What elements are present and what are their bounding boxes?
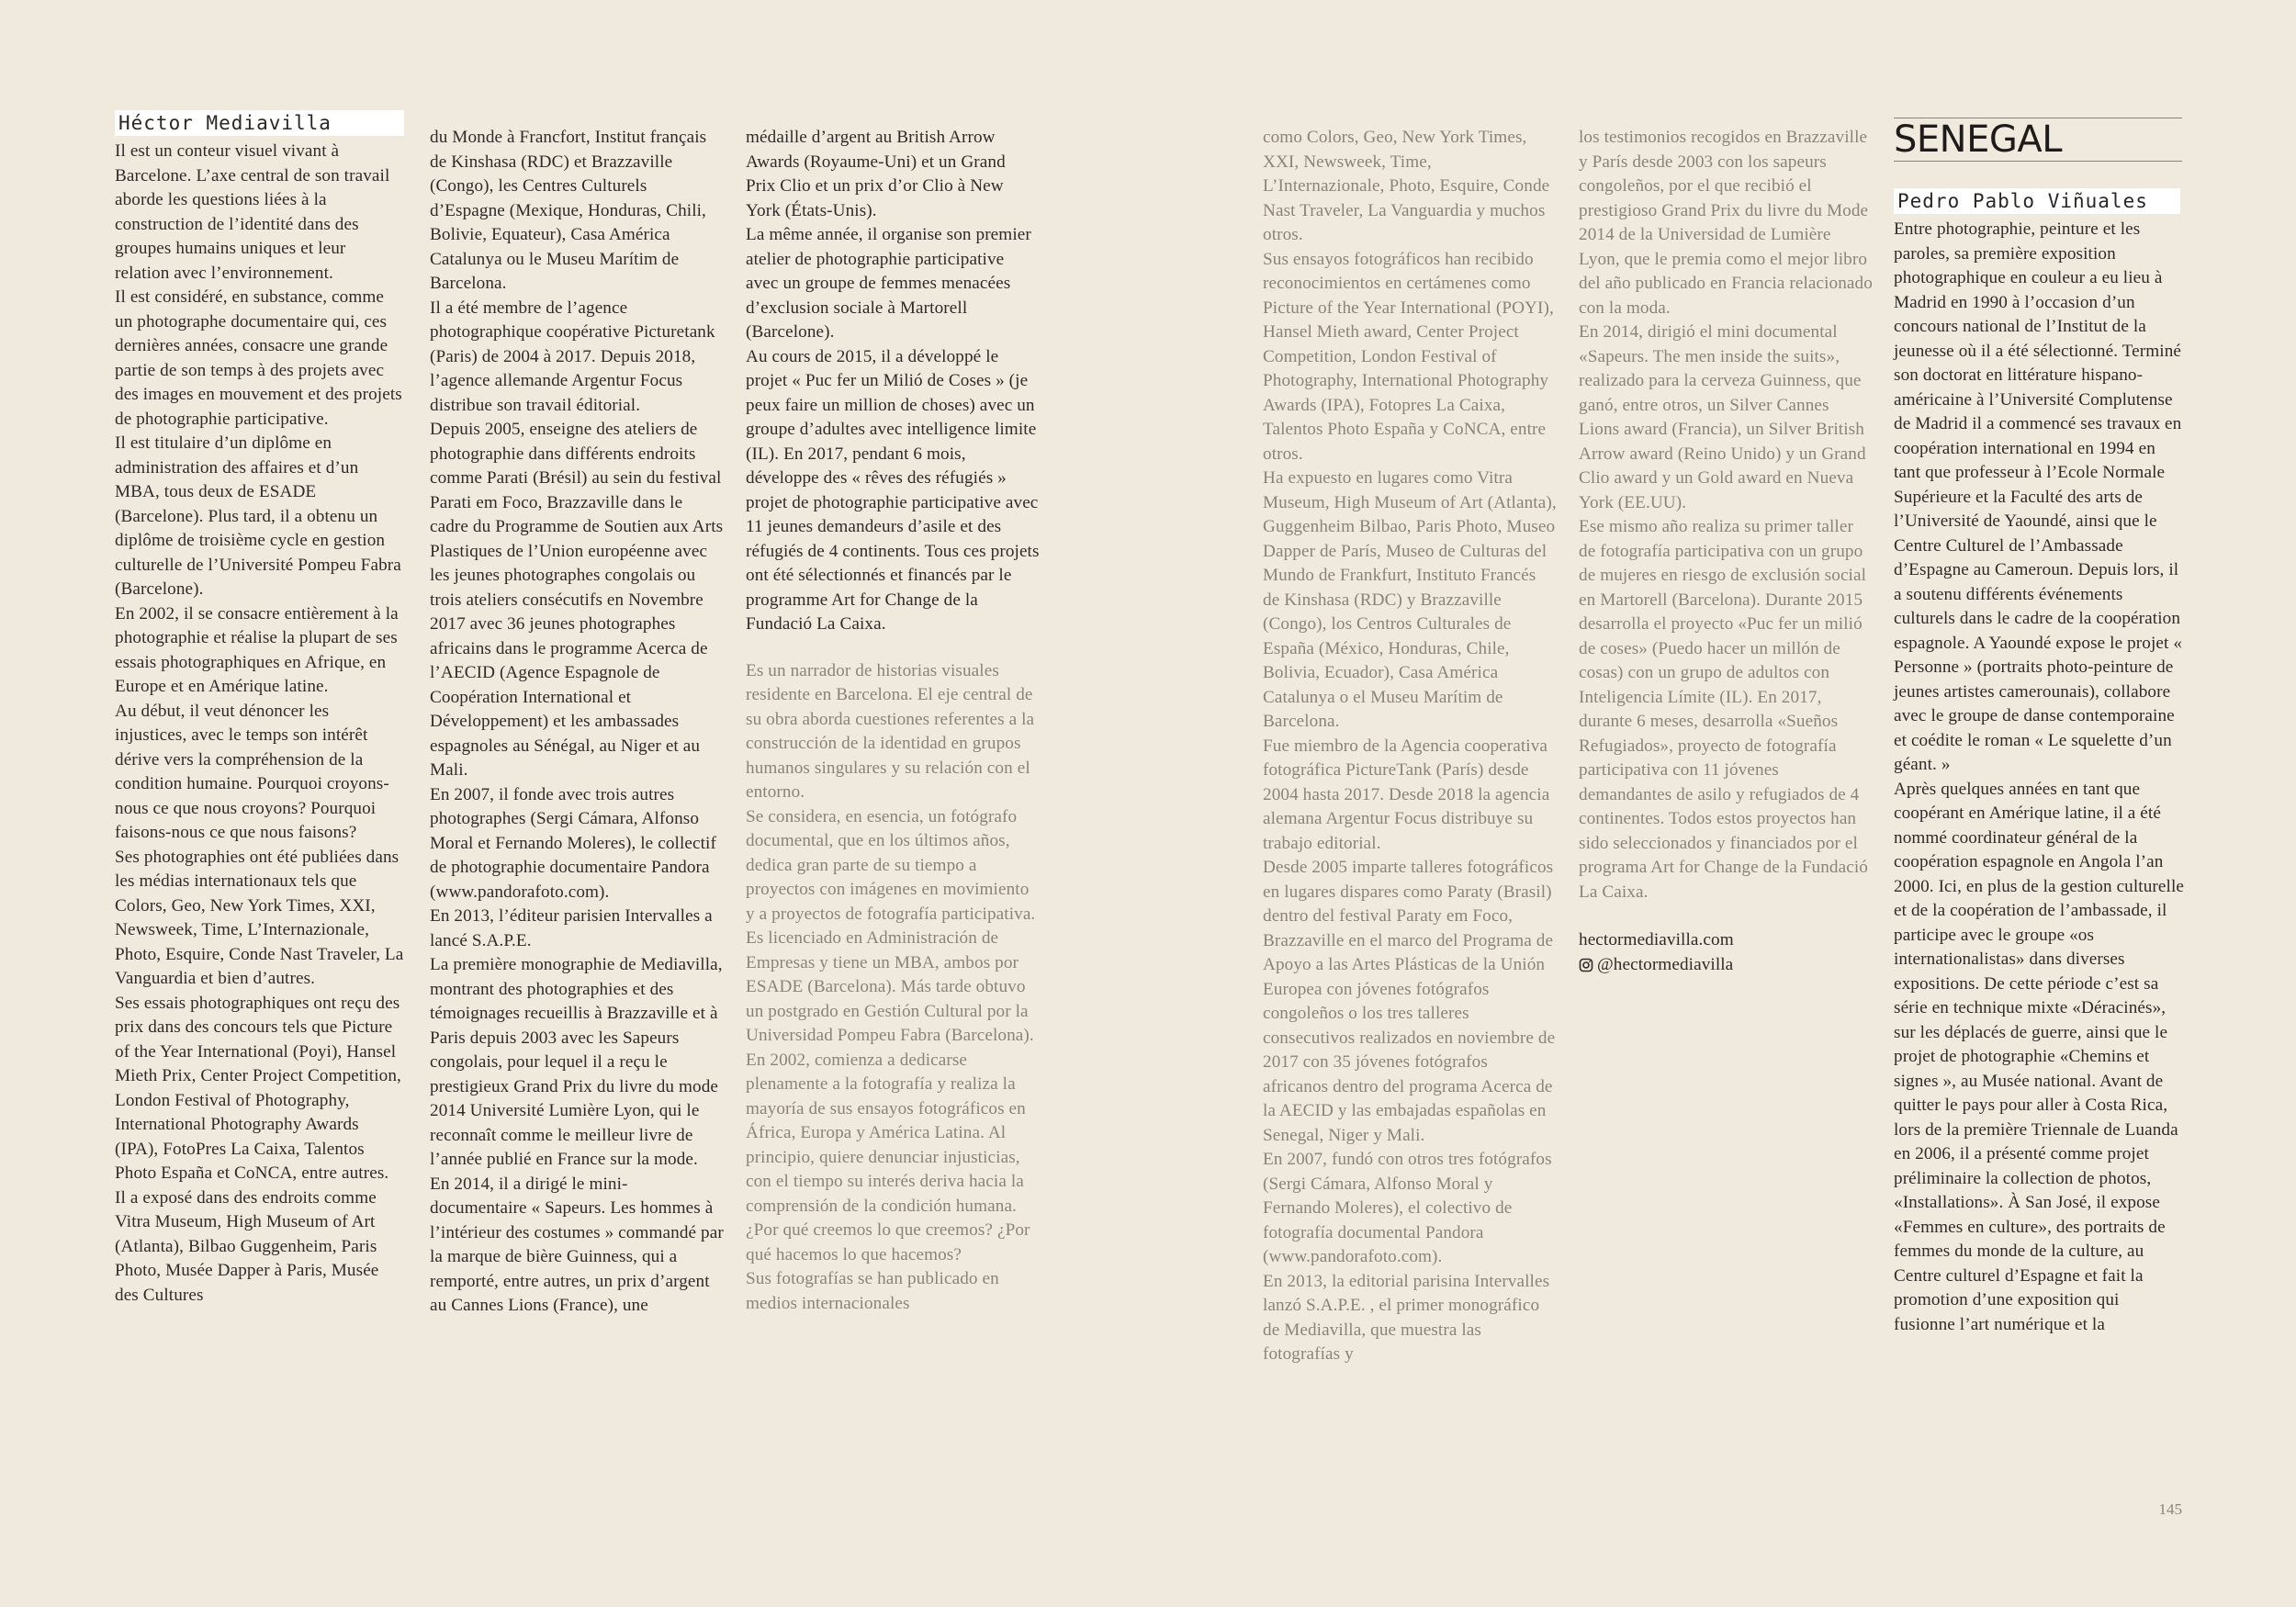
column-5 — [1579, 126, 1873, 977]
paragraph: La même année, il organise son premier atelier de photographie participative avec un groupe de femmes menacées d’exclusion sociale à Martorell (Barcelone). — [746, 225, 1031, 342]
paragraph: En 2014, dirigió el mini documental «Sapeurs. The men inside the suits», realizado para la cerveza Guinness, que ganó, entre otros, un Silver Cannes Lions award (Francia), un Silver British Arrow award (Reino Unido) y un Grand Clio award y un Gold award en Nueva York (EE.UU). — [1579, 322, 1866, 512]
paragraph: Au cours de 2015, il a développé le projet « Puc fer un Milió de Coses » (je peux faire un million de choses) avec un groupe d’adultes avec intelligence limite (IL). En 2017, pendant 6 mois, développe des « rêves des réfugiés » projet de photographie participative avec 11 jeunes demandeurs d’asile et des réfugiés de 4 continents. Tous ces projets ont été sélectionnés et financés par le programme Art for Change de la Fundació La Caixa. — [746, 346, 1040, 634]
column-3-spanish-text — [746, 659, 1040, 1317]
paragraph: los testimonios recogidos en Brazzaville y París desde 2003 con los sapeurs congoleños, por el que recibió el prestigioso Grand Prix du livre du Mode 2014 de la Universidad de Lumière Lyon, que le premia como el mejor libro del año publicado en Francia relacionado con la moda. — [1579, 128, 1873, 318]
paragraph: Es un narrador de historias visuales residente en Barcelona. El eje central de su obra aborda cuestiones referentes a la construcción de la identidad en grupos humanos singulares y su relación con el entorno. — [746, 660, 1035, 802]
paragraph: Il est considéré, en substance, comme un photographe documentaire qui, ces dernières années, consacre une grande partie de son temps à des projets avec des images en mouvement et des projets de photographie participative. — [115, 287, 402, 429]
page-number: 145 — [2158, 1500, 2182, 1518]
paragraph: Fue miembro de la Agencia cooperativa fotográfica PictureTank (París) desde 2004 hasta 2017. Desde 2018 la agencia alemana Argentur Focus distribuye su trabajo editorial. — [1263, 736, 1550, 853]
paragraph: En 2002, il se consacre entièrement à la photographie et réalise la plupart de ses essais photographiques en Afrique, en Europe et en Amérique latine. — [115, 603, 399, 696]
paragraph: En 2007, fundó con otros tres fotógrafos (Sergi Cámara, Alfonso Moral y Fernando Moleres), el colectivo de fotografía documental Pandora (www.pandorafoto.com). — [1263, 1150, 1552, 1266]
paragraph: Il a été membre de l’agence photographique coopérative Picturetank (Paris) de 2004 à 2017. Depuis 2018, l’agence allemande Argentur Focus distribue son travail éditorial. — [430, 298, 715, 415]
contact-block — [1579, 928, 1873, 977]
paragraph: Ses photographies ont été publiées dans les médias internationaux tels que Colors, Geo, New York Times, XXI, Newsweek, Time, L’Internazionale, Photo, Esquire, Conde Nast Traveler, La Vanguardia et bien d’autres. — [115, 847, 404, 988]
column-1 — [115, 110, 404, 1308]
paragraph: Au début, il veut dénoncer les injustices, avec le temps son intérêt dérive vers la compréhension de la condition humaine. Pourquoi croyons-nous ce que nous croyons? Pourquoi faisons-nous ce que nous faisons? — [115, 701, 389, 842]
paragraph: Desde 2005 imparte talleres fotográficos en lugares dispares como Paraty (Brasil) dentro del festival Paraty em Foco, Brazzaville en el marco del Programa de Apoyo a las Artes Plásticas de la Unión Europea con jóvenes fotógrafos congoleños o los tres talleres consecutivos realizados en noviembre de 2017 con 35 jóvenes fotógrafos africanos dentro del programa Acerca de la AECID y las embajadas españolas en Senegal, Niger y Mali. — [1263, 858, 1556, 1145]
column-1-text — [115, 140, 404, 1308]
section-title: SENEGAL — [1894, 118, 2182, 162]
website-link[interactable]: hectormediavilla.com — [1579, 930, 1734, 950]
paragraph: Ha expuesto en lugares como Vitra Museum, High Museum of Art (Atlanta), Guggenheim Bilbao, Paris Photo, Museo Dapper de París, Museo de Culturas del Mundo de Frankfurt, Instituto Francés de Kinshasa (RDC) y Brazzaville (Congo), los Centros Culturales de España (México, Honduras, Chile, Bolivia, Ecuador), Casa América Catalunya o el Museu Marítim de Barcelona. — [1263, 468, 1557, 731]
paragraph: Il est titulaire d’un diplôme en administration des affaires et d’un MBA, tous deux de ESADE (Barcelone). Plus tard, il a obtenu un diplôme de troisième cycle en gestion culturelle de l’Université Pompeu Fabra (Barcelone). — [115, 433, 401, 599]
paragraph: Es licenciado en Administración de Empresas y tiene un MBA, ambos por ESADE (Barcelona). Más tarde obtuvo un postgrado en Gestión Cultural por la Universidad Pompeu Fabra (Barcelona). — [746, 928, 1034, 1045]
paragraph: Il est un conteur visuel vivant à Barcelone. L’axe central de son travail aborde les questions liées à la construction de l’identité dans des groupes humains uniques et leur relation avec l’environnement. — [115, 141, 390, 283]
instagram-row[interactable] — [1579, 953, 1873, 978]
paragraph: Après quelques années en tant que coopérant en Amérique latine, il a été nommé coordinateur général de la coopération espagnole en Angola l’an 2000. Ici, en plus de la gestion culturelle et de la coopération de l’ambassade, il participe avec le groupe «os internationalistas» dans diverses expositions. De cette période c’est sa série en technique mixte «Déracinés», sur les déplacés de guerre, ainsi que le projet de photographie «Chemins et signes », au Musée national. Avant de quitter le pays pour aller à Costa Rica, lors de la première Triennale de Luanda en 2006, il a présenté comme projet préliminaire la collection de photos, «Installations». À San José, il expose «Femmes en culture», des portraits de femmes du monde de la culture, au Centre culturel d’Espagne et fait la promotion d’une exposition qui fusionne l’art numérique et la — [1894, 779, 2185, 1334]
paragraph: du Monde à Francfort, Institut français de Kinshasa (RDC) et Brazzaville (Congo), les Centres Culturels d’Espagne (Mexique, Honduras, Chili, Bolivie, Equateur), Casa América Catalunya ou le Museu Marítim de Barcelona. — [430, 128, 707, 293]
paragraph: En 2007, il fonde avec trois autres photographes (Sergi Cámara, Alfonso Moral et Fernando Moleres), le collectif de photographie documentaire Pandora (www.pandorafoto.com). — [430, 784, 716, 902]
column-5-spanish-text — [1579, 126, 1873, 905]
paragraph: Ese mismo año realiza su primer taller de fotografía participativa con un grupo de mujeres en riesgo de exclusión social en Martorell (Barcelona). Durante 2015 desarrolla el proyecto «Puc fer un milió de coses» (Puedo hacer un millón de cosas) con un grupo de adultos con Inteligencia Límite (IL). En 2017, durante 6 meses, desarrolla «Sueños Refugiados», proyecto de fotografía participativa con 11 jóvenes demandantes de asilo y refugiados de 4 continentes. Todos estos proyectos han sido seleccionados y financiados por el programa Art for Change de la Fundació La Caixa. — [1579, 517, 1868, 902]
paragraph: Depuis 2005, enseigne des ateliers de photographie dans différents endroits comme Parati (Brésil) au sein du festival Parati em Foco, Brazzaville dans le cadre du Programme de Soutien aux Arts Plastiques de l’Union européenne avec les jeunes photographes congolais ou trois ateliers consécutifs en Novembre 2017 avec 36 jeunes photographes africains dans le programme Acerca de l’AECID (Agence Espagnole de Coopération International et Développement) et les ambassades espagnoles au Sénégal, au Niger et au Mali. — [430, 420, 724, 780]
column-3-french-text — [746, 126, 1040, 637]
paragraph: Ses essais photographiques ont reçu des prix dans des concours tels que Picture of the Year International (Poyi), Hansel Mieth Prix, Center Project Competition, London Festival of Photography, International Photography Awards (IPA), FotoPres La Caixa, Talentos Photo España et CoNCA, entre autres. — [115, 993, 401, 1183]
paragraph: Se considera, en esencia, un fotógrafo documental, que en los últimos años, dedica gran parte de su tiempo a proyectos con imágenes en movimiento y a proyectos de fotografía participativa. — [746, 806, 1036, 924]
paragraph: Sus ensayos fotográficos han recibido reconocimientos en certámenes como Picture of the Year International (POYI), Hansel Mieth award, Center Project Competition, London Festival of Photography, International Photography Awards (IPA), Fotopres La Caixa, Talentos Photo España y CoNCA, entre otros. — [1263, 249, 1554, 464]
paragraph: Sus fotografías se han publicado en medios internacionales — [746, 1269, 999, 1313]
paragraph: Entre photographie, peinture et les paroles, sa première exposition photographique en couleur a eu lieu à Madrid en 1990 à l’occasion d’un concours national de l’Institut de la jeunesse où il a été sélectionné. Terminé son doctorat en littérature hispano-américaine à l’Université Complutense de Madrid il a commencé ses travaux en coopération international en 1994 en tant que professeur à l’Ecole Normale Supérieure et la Faculté des arts de l’Université de Yaoundé, ainsi que le Centre Culturel de l’Ambassade d’Espagne au Cameroun. Depuis lors, il a soutenu différents événements culturels dans le cadre de la coopération espagnole. A Yaoundé expose le projet « Personne » (portraits photo-peinture de jeunes artistes camerounais), collabore avec le groupe de danse contemporaine et coédite le roman « Le squelette d’un géant. » — [1894, 219, 2183, 774]
paragraph: En 2002, comienza a dedicarse plenamente a la fotografía y realiza la mayoría de sus ensayos fotográficos en África, Europa y América Latina. Al principio, quiere denunciar injusticias, con el tiempo su interés deriva hacia la comprensión de la condición humana. ¿Por qué creemos lo que creemos? ¿Por qué hacemos lo que hacemos? — [746, 1050, 1030, 1264]
paragraph: En 2013, l’éditeur parisien Intervalles a lancé S.A.P.E. — [430, 906, 713, 950]
paragraph: médaille d’argent au British Arrow Awards (Royaume-Uni) et un Grand Prix Clio et un prix d’or Clio à New York (États-Unis). — [746, 128, 1006, 220]
author2-name-heading: Pedro Pablo Viñuales — [1894, 188, 2180, 214]
paragraph: La première monographie de Mediavilla, montrant des photographies et des témoignages recueillis à Brazzaville et à Paris depuis 2003 avec les Sapeurs congolais, pour lequel il a reçu le prestigieux Grand Prix du livre du mode 2014 Université Lumière Lyon, qui le reconnaît comme le meilleur livre de l’année publié en France sur la mode. — [430, 955, 723, 1169]
paragraph: En 2014, il a dirigé le mini-documentaire « Sapeurs. Les hommes à l’intérieur des costumes » commandé par la marque de bière Guinness, qui a remporté, entre autres, un prix d’argent au Cannes Lions (France), une — [430, 1174, 724, 1315]
column-2 — [430, 126, 724, 1319]
paragraph: Il a exposé dans des endroits comme Vitra Museum, High Museum of Art (Atlanta), Bilbao Guggenheim, Paris Photo, Musée Dapper à Paris, Musée des Cultures — [115, 1187, 379, 1305]
column-6 — [1894, 188, 2184, 1337]
column-3 — [746, 126, 1040, 1316]
column-4 — [1263, 126, 1557, 1367]
instagram-icon — [1579, 958, 1593, 972]
column-2-text — [430, 126, 724, 1319]
paragraph: En 2013, la editorial parisina Intervalles lanzó S.A.P.E. , el primer monográfico de Mediavilla, que muestra las fotografías y — [1263, 1271, 1550, 1364]
author-name-heading: Héctor Mediavilla — [115, 110, 404, 136]
column-4-spanish-text — [1263, 126, 1557, 1367]
column-6-text — [1894, 218, 2184, 1337]
instagram-handle: @hectormediavilla — [1597, 954, 1734, 974]
paragraph: como Colors, Geo, New York Times, XXI, Newsweek, Time, L’Internazionale, Photo, Esquire, Conde Nast Traveler, La Vanguardia y muchos otros. — [1263, 128, 1550, 244]
